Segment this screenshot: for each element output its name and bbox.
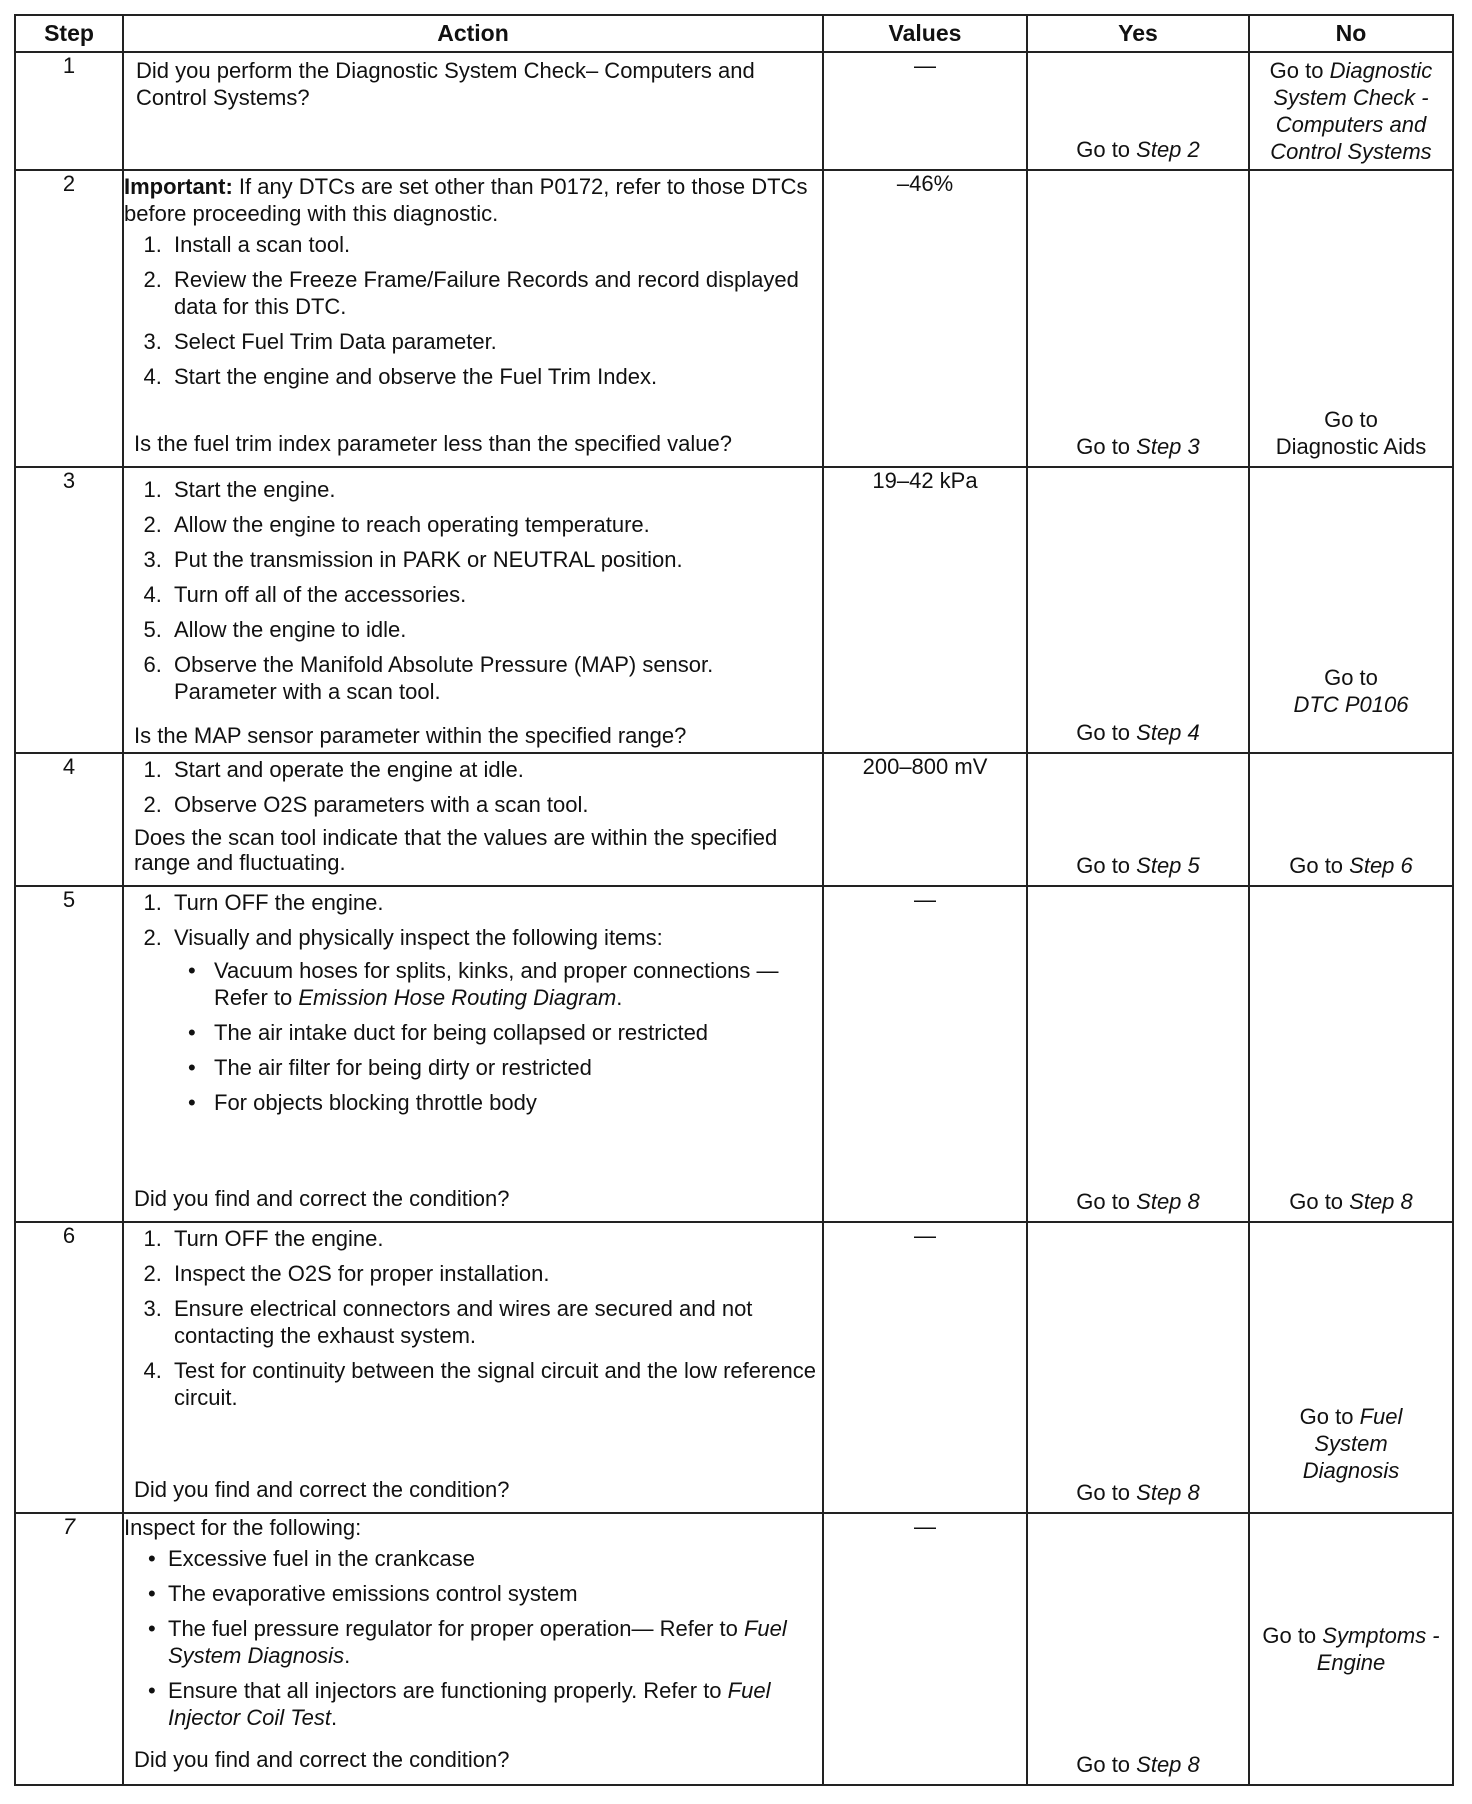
action-cell xyxy=(123,1513,823,1785)
yes-cell xyxy=(1027,467,1249,753)
yes-target: Go to Step 5 xyxy=(1076,853,1200,878)
no-cell xyxy=(1249,1222,1453,1513)
no-link[interactable]: DTC P0106 xyxy=(1293,692,1409,717)
list-item: 3. Put the transmission in PARK or NEUTRAL position. xyxy=(168,546,822,573)
table-row xyxy=(15,1222,1453,1513)
action-text: Did you perform the Diagnostic System Check– Computers and Control Systems? xyxy=(136,58,755,110)
no-cell xyxy=(1249,170,1453,467)
diagnostic-table xyxy=(14,14,1454,1786)
yes-step-link[interactable]: Step 8 xyxy=(1136,1480,1200,1505)
list-item: 1. Turn OFF the engine. xyxy=(168,1225,822,1252)
list-item: 2. Review the Freeze Frame/Failure Records and record displayed data for this DTC. xyxy=(168,266,822,320)
step-number: 6 xyxy=(15,1222,123,1513)
yes-cell xyxy=(1027,170,1249,467)
list-item: 5. Allow the engine to idle. xyxy=(168,616,822,643)
yes-step-link[interactable]: Step 4 xyxy=(1136,720,1200,745)
list-item: • The evaporative emissions control system xyxy=(168,1580,822,1607)
procedure-list xyxy=(124,889,822,1116)
step-number: 2 xyxy=(15,170,123,467)
header-action: Action xyxy=(123,15,823,52)
list-item: 2. Visually and physically inspect the following items: • Vacuum hoses for splits, kinks, and proper connections — Refer to Emission Hose Routing Diagram. • The air intake duct for being collapsed or restricted • The air filter for being dirty or restricted • For objects blocking throttle body xyxy=(168,924,822,1116)
no-cell xyxy=(1249,886,1453,1222)
yes-cell xyxy=(1027,886,1249,1222)
no-link[interactable]: Symptoms - Engine xyxy=(1316,1623,1440,1675)
yes-cell xyxy=(1027,1513,1249,1785)
yes-step-link[interactable]: Step 8 xyxy=(1136,1752,1200,1777)
no-target: Go to Diagnostic System Check - Computers and Control Systems xyxy=(1269,58,1433,164)
important-note: Important: If any DTCs are set other than P0172, refer to those DTCs before proceeding with this diagnostic. xyxy=(124,174,808,226)
list-item: • Excessive fuel in the crankcase xyxy=(168,1545,822,1572)
no-link[interactable]: Fuel xyxy=(1359,1404,1403,1429)
yes-step-link[interactable]: Step 8 xyxy=(1136,1189,1200,1214)
list-item: • The air intake duct for being collapsed or restricted xyxy=(208,1019,822,1046)
yes-target: Go to Step 3 xyxy=(1076,434,1200,459)
value-cell: — xyxy=(823,52,1027,170)
table-row xyxy=(15,1513,1453,1785)
inspect-intro: Inspect for the following: xyxy=(124,1515,362,1540)
no-target: Go to Symptoms - Engine xyxy=(1262,1623,1440,1675)
emission-hose-link[interactable]: Emission Hose Routing Diagram xyxy=(298,985,617,1010)
value-cell: –46% xyxy=(823,170,1027,467)
fuel-system-diagnosis-link[interactable]: Fuel System Diagnosis xyxy=(168,1616,787,1668)
yes-step-link[interactable]: Step 5 xyxy=(1136,853,1200,878)
question-text: Is the MAP sensor parameter within the specified range? xyxy=(134,723,687,748)
list-item: 2. Inspect the O2S for proper installation. xyxy=(168,1260,822,1287)
action-cell xyxy=(123,886,823,1222)
yes-cell xyxy=(1027,753,1249,886)
no-cell xyxy=(1249,467,1453,753)
question-text: Does the scan tool indicate that the values are within the specified range and fluctuating. xyxy=(134,825,778,875)
yes-target: Go to Step 2 xyxy=(1076,137,1200,162)
list-item: 3. Select Fuel Trim Data parameter. xyxy=(168,328,822,355)
list-item: 1. Start and operate the engine at idle. xyxy=(168,756,822,783)
list-item: • Ensure that all injectors are functioning properly. Refer to Fuel Injector Coil Test. xyxy=(168,1677,822,1731)
header-row xyxy=(15,15,1453,52)
action-cell xyxy=(123,1222,823,1513)
value-cell: — xyxy=(823,1513,1027,1785)
no-target: Go to DTC P0106 xyxy=(1250,664,1452,718)
yes-target: Go to Step 8 xyxy=(1076,1752,1200,1777)
question-text: Did you find and correct the condition? xyxy=(134,1477,510,1502)
list-item: 2. Allow the engine to reach operating temperature. xyxy=(168,511,822,538)
value-cell: 19–42 kPa xyxy=(823,467,1027,753)
no-target: Go to Step 8 xyxy=(1289,1189,1413,1214)
no-cell xyxy=(1249,1513,1453,1785)
table-row xyxy=(15,467,1453,753)
action-cell xyxy=(123,753,823,886)
no-target: Go to Diagnostic Aids xyxy=(1250,406,1452,460)
value-cell: — xyxy=(823,886,1027,1222)
list-item: 6. Observe the Manifold Absolute Pressure (MAP) sensor. Parameter with a scan tool. xyxy=(168,651,822,705)
table-row xyxy=(15,753,1453,886)
fuel-injector-coil-test-link[interactable]: Fuel Injector Coil Test xyxy=(168,1678,771,1730)
no-target: Go to Step 6 xyxy=(1289,853,1413,878)
list-item: • Vacuum hoses for splits, kinks, and proper connections — Refer to Emission Hose Routing Diagram. xyxy=(208,957,822,1011)
no-cell xyxy=(1249,52,1453,170)
no-step-link[interactable]: Step 8 xyxy=(1349,1189,1413,1214)
action-cell xyxy=(123,170,823,467)
list-item: 1. Start the engine. xyxy=(168,476,822,503)
yes-cell xyxy=(1027,52,1249,170)
yes-target: Go to Step 8 xyxy=(1076,1189,1200,1214)
list-item: • The fuel pressure regulator for proper operation— Refer to Fuel System Diagnosis. xyxy=(168,1615,822,1669)
header-step: Step xyxy=(15,15,123,52)
procedure-list xyxy=(124,476,822,705)
yes-target: Go to Step 4 xyxy=(1076,720,1200,745)
inspection-list xyxy=(174,957,822,1116)
question-text: Is the fuel trim index parameter less than the specified value? xyxy=(134,431,732,456)
question-text: Did you find and correct the condition? xyxy=(134,1747,510,1772)
list-item: 4. Test for continuity between the signal circuit and the low reference circuit. xyxy=(168,1357,822,1411)
question-text: Did you find and correct the condition? xyxy=(134,1186,510,1211)
yes-cell xyxy=(1027,1222,1249,1513)
list-item: 3. Ensure electrical connectors and wires are secured and not contacting the exhaust system. xyxy=(168,1295,822,1349)
list-item: 1. Install a scan tool. xyxy=(168,231,822,258)
yes-step-link[interactable]: Step 2 xyxy=(1136,137,1200,162)
list-item: • The air filter for being dirty or restricted xyxy=(208,1054,822,1081)
list-item: 4. Start the engine and observe the Fuel Trim Index. xyxy=(168,363,822,390)
no-cell xyxy=(1249,753,1453,886)
table-row xyxy=(15,52,1453,170)
table-row xyxy=(15,170,1453,467)
header-values: Values xyxy=(823,15,1027,52)
list-item: 1. Turn OFF the engine. xyxy=(168,889,822,916)
procedure-list xyxy=(124,231,822,390)
yes-target: Go to Step 8 xyxy=(1076,1480,1200,1505)
value-cell: — xyxy=(823,1222,1027,1513)
no-link[interactable]: Diagnostic System Check - Computers and Control Systems xyxy=(1270,58,1433,164)
step-number: 3 xyxy=(15,467,123,753)
action-cell xyxy=(123,467,823,753)
no-target: Go to Fuel System Diagnosis xyxy=(1299,1404,1403,1483)
step-number: 4 xyxy=(15,753,123,886)
step-number: 7 xyxy=(15,1513,123,1785)
step-number: 5 xyxy=(15,886,123,1222)
header-no: No xyxy=(1249,15,1453,52)
table-row xyxy=(15,886,1453,1222)
step-number: 1 xyxy=(15,52,123,170)
inspection-list xyxy=(124,1545,822,1731)
list-item: • For objects blocking throttle body xyxy=(208,1089,822,1116)
yes-step-link[interactable]: Step 3 xyxy=(1136,434,1200,459)
no-step-link[interactable]: Step 6 xyxy=(1349,853,1413,878)
no-link[interactable]: Diagnostic Aids xyxy=(1275,434,1427,459)
procedure-list xyxy=(124,1225,822,1411)
action-cell xyxy=(123,52,823,170)
procedure-list xyxy=(124,756,822,818)
list-item: 4. Turn off all of the accessories. xyxy=(168,581,822,608)
header-yes: Yes xyxy=(1027,15,1249,52)
list-item: 2. Observe O2S parameters with a scan tool. xyxy=(168,791,822,818)
value-cell: 200–800 mV xyxy=(823,753,1027,886)
